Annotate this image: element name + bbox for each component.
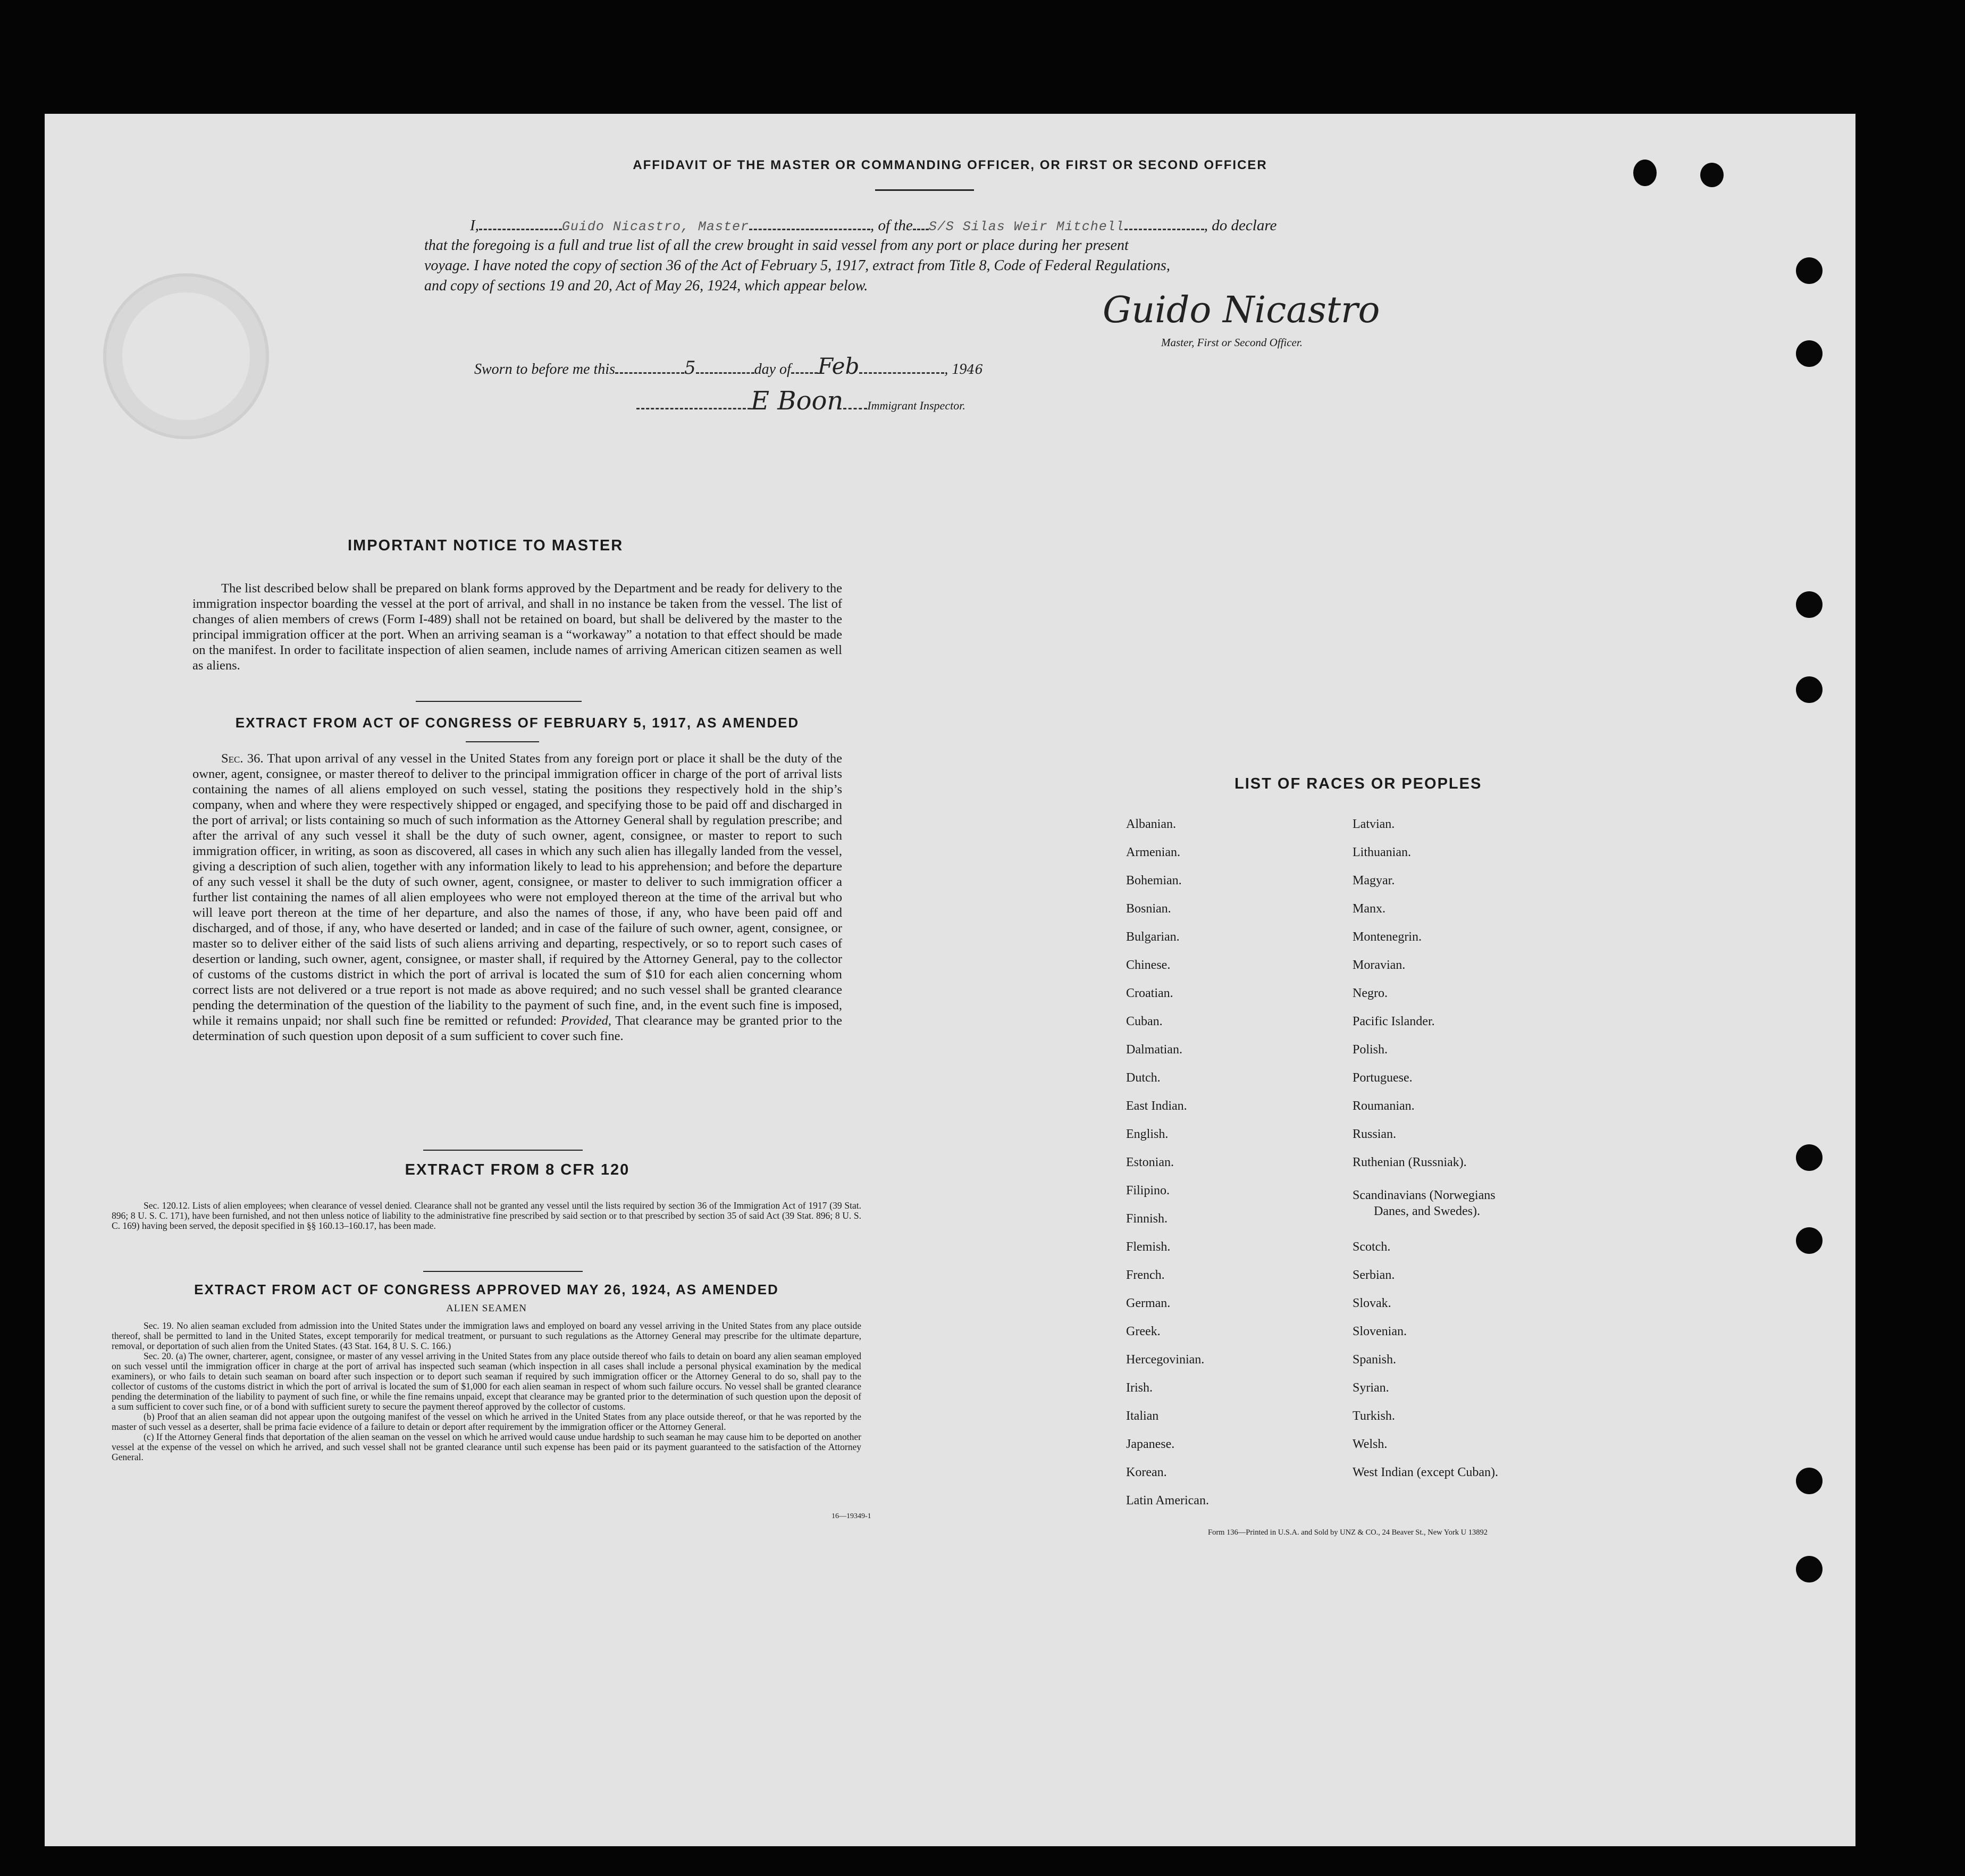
affidavit-line3: voyage. I have noted the copy of section 36 of the Act of February 5, 1917, extract from Title 8, Code of Federal Regulations, <box>424 257 1170 274</box>
race-item: Pacific Islander. <box>1353 1015 1435 1028</box>
race-item: Latin American. <box>1126 1494 1209 1508</box>
race-item: English. <box>1126 1127 1169 1141</box>
race-item: Slovak. <box>1353 1296 1391 1310</box>
race-item: Bosnian. <box>1126 902 1171 916</box>
race-item: Syrian. <box>1353 1381 1389 1395</box>
race-item: Irish. <box>1126 1381 1153 1395</box>
race-item: Slovenian. <box>1353 1325 1407 1338</box>
race-item: Croatian. <box>1126 986 1173 1000</box>
affidavit-line1: I, Guido Nicastro, Master , of the S/S Silas Weir Mitchell , do declare <box>470 217 1277 234</box>
race-item: German. <box>1126 1296 1171 1310</box>
race-item: Estonian. <box>1126 1155 1174 1169</box>
race-item: Roumanian. <box>1353 1099 1415 1113</box>
race-item: Italian <box>1126 1409 1159 1423</box>
race-item: Lithuanian. <box>1353 845 1411 859</box>
affidavit-line4: and copy of sections 19 and 20, Act of May 26, 1924, which appear below. <box>424 278 868 294</box>
extract1917-title: EXTRACT FROM ACT OF CONGRESS OF FEBRUARY 5, 1917, AS AMENDED <box>235 715 800 731</box>
form-footer: Form 136—Printed in U.S.A. and Sold by UNZ & CO., 24 Beaver St., New York U 13892 <box>1208 1528 1488 1537</box>
race-item: Welsh. <box>1353 1437 1388 1451</box>
master-name: Guido Nicastro, Master <box>561 219 749 234</box>
race-item: Scandinavians (Norwegians <box>1353 1188 1496 1202</box>
embossed-seal <box>103 273 269 439</box>
race-item: Albanian. <box>1126 817 1176 831</box>
race-item: French. <box>1126 1268 1165 1282</box>
race-item: Scotch. <box>1353 1240 1391 1254</box>
race-item: Latvian. <box>1353 817 1395 831</box>
sworn-line: Sworn to before me this 5 day of Feb , 1946 <box>474 353 983 379</box>
extract1917-body: Sec. 36. That upon arrival of any vessel in the United States from any foreign port or place it shall be the duty of the owner, agent, consignee, or master thereof to deliver to the principal immigration officer in charge of the port of arrival lists containing the names of all aliens employed on such vessel, stating the positions they respectively hold in the ship’s company, when and where they were respectively shipped or engaged, and specifying those to be paid off and discharged in the port of arrival; or lists containing so much of such information as the Attorney General shall by regulation prescribe; and after the arrival of any such vessel it shall be the duty of such owner, agent, consignee, or master to report to such immigration officer, in writing, as soon as discovered, all cases in which any such alien has illegally landed from the vessel, giving a description of such alien, together with any information likely to lead to his apprehension; and before the departure of any such vessel it shall be the duty of such owner, agent, consignee, or master to deliver to such immigration officer a further list containing the names of all alien employees who were not employed thereon at the time of the arrival but who will leave port thereon at the time of her departure, and also the names of those, if any, who have been paid off and discharged, and of those, if any, who have deserted or landed; and in case of the failure of such owner, agent, consignee, or master so to deliver either of the said lists of such aliens arriving and departing, respectively, or so to report such cases of desertion or landing, such owner, agent, consignee, or master shall, if required by the Attorney General, pay to the collector of customs of the customs district in which the port of arrival is located the sum of $10 for each alien concerning whom correct lists are not delivered or a true report is not made as above required; and no such vessel shall be granted clearance pending the determination of the question of the liability to the payment of such fine, and, in the event such fine is imposed, while it remains unpaid; nor shall such fine be remitted or refunded: Provided, That clearance may be granted prior to the determination of such question upon deposit of a sum sufficient to cover such fine. <box>192 751 843 1043</box>
race-item: Ruthenian (Russniak). <box>1353 1155 1467 1169</box>
notice-rule <box>416 701 582 702</box>
race-item: Serbian. <box>1353 1268 1395 1282</box>
binder-hole <box>1700 163 1724 187</box>
race-item: Russian. <box>1353 1127 1397 1141</box>
race-item: Bohemian. <box>1126 874 1182 887</box>
inspector-caption: Immigrant Inspector. <box>867 399 965 412</box>
extractCFR-body: Sec. 120.12. Lists of alien employees; when clearance of vessel denied. Clearance shall not be granted any vessel until the lists required by section 36 of the Immigration Act of 1917 (39 Stat. 896; 8 U. S. C. 171), have been furnished, and not then unless notice of liability to the administrative fine prescribed by said section or to that prescribed by section 35 of said Act (39 Stat. 896; 8 U. S. C. 169) having been served, the deposit specified in §§ 160.13–160.17, has been made. <box>112 1200 861 1231</box>
sworn-month: Feb <box>817 353 860 379</box>
race-item: Moravian. <box>1353 958 1406 972</box>
race-item: East Indian. <box>1126 1099 1187 1113</box>
extract1924-title: EXTRACT FROM ACT OF CONGRESS APPROVED MAY 26, 1924, AS AMENDED <box>194 1282 779 1297</box>
race-item: Flemish. <box>1126 1240 1171 1254</box>
document-page <box>45 114 1855 1846</box>
race-item: Turkish. <box>1353 1409 1395 1423</box>
race-item: Bulgarian. <box>1126 930 1180 944</box>
extractCFR-title: EXTRACT FROM 8 CFR 120 <box>405 1161 630 1178</box>
notice-title: IMPORTANT NOTICE TO MASTER <box>348 537 624 554</box>
race-item: Greek. <box>1126 1325 1161 1338</box>
race-item: Korean. <box>1126 1465 1167 1479</box>
sec20b: (b) Proof that an alien seaman did not appear upon the outgoing manifest of the vessel on which he arrived in the United States from any place outside thereof, or that he was reported by the master of such vessel as a deserter, shall be prima facie evidence of a failure to detain or deport after requirement by the immigration officer or the Attorney General. <box>112 1411 861 1432</box>
binder-hole <box>1796 1468 1823 1494</box>
race-item: Magyar. <box>1353 874 1395 887</box>
extract1924-subtitle: ALIEN SEAMEN <box>446 1303 527 1314</box>
race-item: Dalmatian. <box>1126 1043 1182 1057</box>
notice-body: The list described below shall be prepared on blank forms approved by the Department and be ready for delivery to the immigration inspector boarding the vessel at the port of arrival, and shall in no instance be taken from the vessel. The list of changes of alien members of crews (Form I-489) shall not be retained on board, but shall be delivered by the master to the principal immigration officer at the port. When an arriving seaman is a “workaway” a notation to that effect should be made on the manifest. In order to facilitate inspection of alien seamen, include names of arriving American citizen seamen as well as aliens. <box>192 581 842 673</box>
race-item: Finnish. <box>1126 1212 1168 1226</box>
race-item: Japanese. <box>1126 1437 1175 1451</box>
extractCFR-end-rule <box>423 1271 583 1272</box>
binder-hole <box>1796 257 1823 284</box>
sworn-year: 46 <box>967 362 983 377</box>
race-item: Danes, and Swedes). <box>1374 1204 1480 1218</box>
sec19: Sec. 19. No alien seaman excluded from admission into the United States under the immigration laws and employed on board any vessel arriving in the United States from any place outside thereof, shall be permitted to land in the United States, except temporarily for medical treatment, or pursuant to such regulations as the Attorney General may prescribe for the ultimate departure, removal, or deportation of such alien from the United States. (43 Stat. 164, 8 U. S. C. 166.) <box>112 1320 861 1351</box>
master-signature: Guido Nicastro <box>1103 289 1380 331</box>
affidavit-title: AFFIDAVIT OF THE MASTER OR COMMANDING OFFICER, OR FIRST OR SECOND OFFICER <box>633 158 1267 172</box>
binder-hole <box>1796 340 1823 367</box>
race-item: Negro. <box>1353 986 1388 1000</box>
race-item: Chinese. <box>1126 958 1171 972</box>
sec36-label: Sec. 36. <box>221 751 264 766</box>
extract1917-rule <box>466 741 539 742</box>
race-item: Armenian. <box>1126 845 1180 859</box>
inspector-signature: E Boon <box>751 386 844 416</box>
inspector-line <box>636 386 965 416</box>
race-item: West Indian (except Cuban). <box>1353 1465 1498 1479</box>
vessel-name: S/S Silas Weir Mitchell <box>928 219 1124 234</box>
signature-caption: Master, First or Second Officer. <box>1161 336 1303 349</box>
binder-hole <box>1796 591 1823 618</box>
sec20a: Sec. 20. (a) The owner, charterer, agent, consignee, or master of any vessel arriving in the United States from any place outside thereof who fails to detain on board any alien seaman employed on such vessel until the immigration officer in charge at the port of arrival has inspected such seaman (which inspection in all cases shall include a personal physical examination by the medical examiners), or who fails to detain such seaman on board after such inspection or to deport such seaman if required by such immigration officer or the Attorney General to do so, shall pay to the collector of customs of the customs district in which the port of arrival is located the sum of $1,000 for each alien seaman in respect of whom such failure occurs. No vessel shall be granted clearance pending the determination of the liability to payment of such fine, or while the fine remains unpaid, except that clearance may be granted prior to the determination of such question upon the deposit of a sum sufficient to cover such fine, or of a bond with sufficient surety to secure the payment thereof approved by the collector of customs. <box>112 1351 861 1412</box>
sec20c: (c) If the Attorney General finds that deportation of the alien seaman on the vessel on which he arrived would cause undue hardship to such seaman he may cause him to be deported on another vessel at the expense of the vessel on which he arrived, and such vessel shall not be granted clearance until such expense has been paid or its payment guaranteed to the satisfaction of the Attorney General. <box>112 1431 861 1462</box>
binder-hole <box>1796 1227 1823 1254</box>
sworn-day: 5 <box>684 357 696 379</box>
form-code: 16—19349-1 <box>832 1512 871 1520</box>
race-item: Dutch. <box>1126 1071 1161 1085</box>
race-item: Montenegrin. <box>1353 930 1422 944</box>
race-item: Cuban. <box>1126 1015 1163 1028</box>
binder-hole <box>1633 160 1657 186</box>
race-item: Portuguese. <box>1353 1071 1413 1085</box>
race-item: Filipino. <box>1126 1184 1170 1197</box>
race-item: Polish. <box>1353 1043 1388 1057</box>
binder-hole <box>1796 1144 1823 1171</box>
race-item: Hercegovinian. <box>1126 1353 1205 1367</box>
race-item: Spanish. <box>1353 1353 1397 1367</box>
extract1924-body <box>112 1321 861 1462</box>
binder-hole <box>1796 1556 1823 1582</box>
binder-hole <box>1796 676 1823 703</box>
title-rule <box>875 189 974 191</box>
affidavit-line2: that the foregoing is a full and true list of all the crew brought in said vessel from any port or place during her present <box>424 237 1129 254</box>
race-item: Manx. <box>1353 902 1385 916</box>
extract1917-end-rule <box>423 1150 583 1151</box>
races-title: LIST OF RACES OR PEOPLES <box>1235 775 1482 792</box>
